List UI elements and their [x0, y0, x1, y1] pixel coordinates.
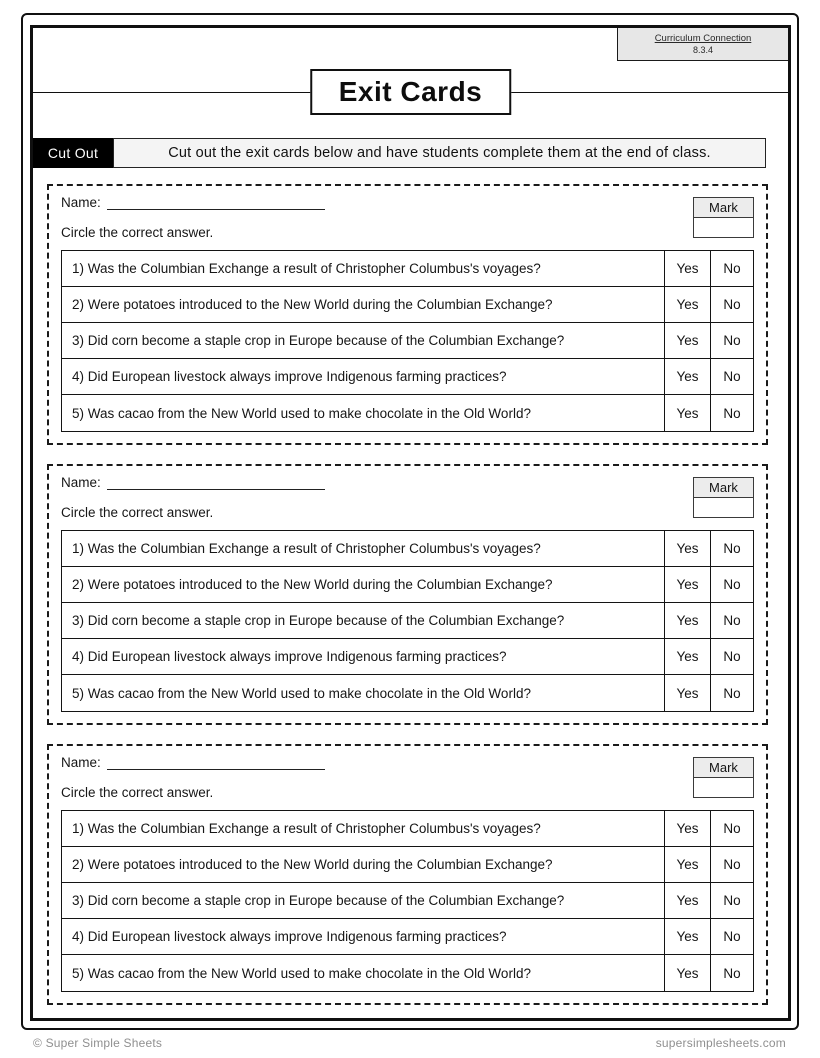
answer-yes[interactable]: Yes [664, 567, 710, 602]
question-row [62, 847, 753, 883]
answer-no[interactable]: No [710, 603, 753, 638]
curriculum-code: 8.3.4 [692, 45, 714, 55]
question-row [62, 359, 753, 395]
answer-no[interactable]: No [710, 955, 753, 991]
question-row [62, 531, 753, 567]
name-label: Name: [61, 755, 101, 770]
answer-no[interactable]: No [710, 287, 753, 322]
question-text: 2) Were potatoes introduced to the New World during the Columbian Exchange? [72, 297, 553, 312]
answer-yes[interactable]: Yes [664, 531, 710, 566]
question-row [62, 675, 753, 711]
question-row [62, 287, 753, 323]
answer-table [61, 810, 754, 992]
page-footer [33, 1036, 786, 1050]
answer-yes[interactable]: Yes [664, 251, 710, 286]
page-frame [30, 25, 791, 1021]
mark-box [693, 757, 754, 798]
name-label: Name: [61, 195, 101, 210]
question-text: 4) Did European livestock always improve Indigenous farming practices? [72, 369, 507, 384]
exit-cards [47, 184, 768, 1005]
name-input-line[interactable] [107, 755, 325, 770]
cutout-instruction-bar [33, 138, 766, 168]
footer-website: supersimplesheets.com [655, 1036, 786, 1050]
answer-no[interactable]: No [710, 359, 753, 394]
name-row [61, 195, 325, 210]
question-text: 1) Was the Columbian Exchange a result of Christopher Columbus's voyages? [72, 821, 541, 836]
answer-yes[interactable]: Yes [664, 675, 710, 711]
question-text: 3) Did corn become a staple crop in Europe because of the Columbian Exchange? [72, 333, 565, 348]
mark-value-cell[interactable] [694, 218, 753, 237]
answer-yes[interactable]: Yes [664, 359, 710, 394]
circle-answer-prompt: Circle the correct answer. [61, 505, 214, 520]
question-row [62, 567, 753, 603]
answer-no[interactable]: No [710, 531, 753, 566]
question-row [62, 639, 753, 675]
answer-no[interactable]: No [710, 395, 753, 431]
mark-label: Mark [694, 478, 753, 498]
mark-value-cell[interactable] [694, 498, 753, 517]
answer-yes[interactable]: Yes [664, 395, 710, 431]
circle-answer-prompt: Circle the correct answer. [61, 785, 214, 800]
answer-no[interactable]: No [710, 883, 753, 918]
cutout-instruction-text: Cut out the exit cards below and have students complete them at the end of class. [113, 138, 766, 168]
answer-no[interactable]: No [710, 251, 753, 286]
question-row [62, 883, 753, 919]
answer-no[interactable]: No [710, 847, 753, 882]
name-label: Name: [61, 475, 101, 490]
answer-yes[interactable]: Yes [664, 811, 710, 846]
question-text: 5) Was cacao from the New World used to make chocolate in the Old World? [72, 965, 531, 981]
mark-label: Mark [694, 198, 753, 218]
title-box [310, 69, 512, 115]
answer-no[interactable]: No [710, 811, 753, 846]
curriculum-connection-label: Curriculum Connection [654, 33, 752, 44]
question-row [62, 395, 753, 431]
question-row [62, 251, 753, 287]
question-text: 5) Was cacao from the New World used to make chocolate in the Old World? [72, 405, 531, 421]
exit-card [47, 464, 768, 725]
question-text: 3) Did corn become a staple crop in Europe because of the Columbian Exchange? [72, 893, 565, 908]
answer-yes[interactable]: Yes [664, 883, 710, 918]
question-text: 1) Was the Columbian Exchange a result of Christopher Columbus's voyages? [72, 261, 541, 276]
exit-card [47, 744, 768, 1005]
answer-yes[interactable]: Yes [664, 955, 710, 991]
mark-label: Mark [694, 758, 753, 778]
question-row [62, 811, 753, 847]
name-input-line[interactable] [107, 195, 325, 210]
answer-yes[interactable]: Yes [664, 603, 710, 638]
question-row [62, 919, 753, 955]
question-text: 2) Were potatoes introduced to the New World during the Columbian Exchange? [72, 577, 553, 592]
curriculum-connection-box [617, 28, 788, 61]
question-row [62, 323, 753, 359]
question-text: 3) Did corn become a staple crop in Europe because of the Columbian Exchange? [72, 613, 565, 628]
question-text: 2) Were potatoes introduced to the New World during the Columbian Exchange? [72, 857, 553, 872]
question-row [62, 955, 753, 991]
answer-no[interactable]: No [710, 323, 753, 358]
name-row [61, 755, 325, 770]
answer-no[interactable]: No [710, 675, 753, 711]
mark-box [693, 197, 754, 238]
question-row [62, 603, 753, 639]
question-text: 1) Was the Columbian Exchange a result of Christopher Columbus's voyages? [72, 541, 541, 556]
question-text: 5) Was cacao from the New World used to make chocolate in the Old World? [72, 685, 531, 701]
footer-copyright: © Super Simple Sheets [33, 1036, 163, 1050]
question-text: 4) Did European livestock always improve Indigenous farming practices? [72, 649, 507, 664]
exit-card [47, 184, 768, 445]
page-title: Exit Cards [338, 76, 483, 107]
answer-yes[interactable]: Yes [664, 639, 710, 674]
answer-yes[interactable]: Yes [664, 287, 710, 322]
mark-value-cell[interactable] [694, 778, 753, 797]
answer-yes[interactable]: Yes [664, 847, 710, 882]
answer-table [61, 250, 754, 432]
answer-no[interactable]: No [710, 919, 753, 954]
answer-no[interactable]: No [710, 639, 753, 674]
answer-no[interactable]: No [710, 567, 753, 602]
question-text: 4) Did European livestock always improve Indigenous farming practices? [72, 929, 507, 944]
cutout-tag: Cut Out [33, 138, 113, 168]
circle-answer-prompt: Circle the correct answer. [61, 225, 214, 240]
answer-yes[interactable]: Yes [664, 323, 710, 358]
mark-box [693, 477, 754, 518]
answer-table [61, 530, 754, 712]
name-input-line[interactable] [107, 475, 325, 490]
answer-yes[interactable]: Yes [664, 919, 710, 954]
name-row [61, 475, 325, 490]
